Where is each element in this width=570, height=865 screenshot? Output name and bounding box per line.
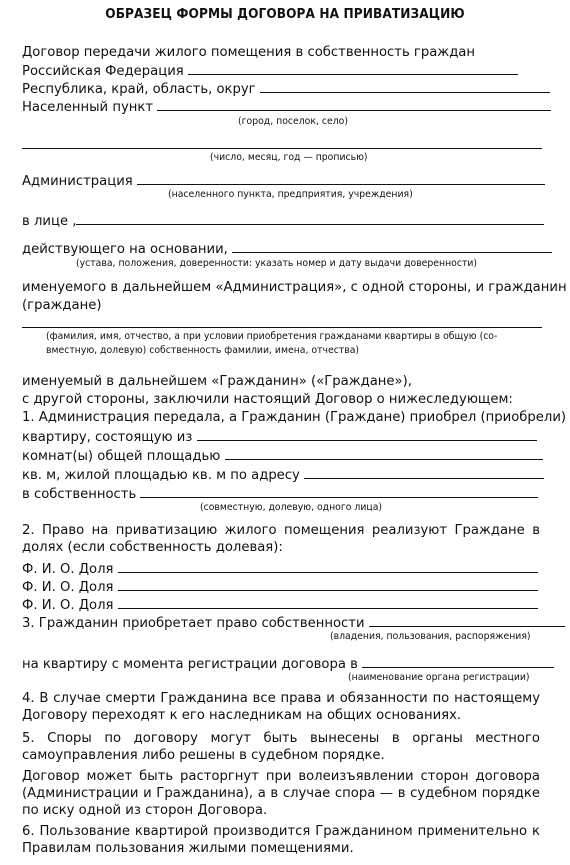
date-caption: (число, месяц, год — прописью) <box>210 152 368 163</box>
basis-field: действующего на основании, <box>22 240 552 258</box>
registration-field: на квартиру с момента регистрации договора в <box>22 655 554 673</box>
locality-blank[interactable] <box>157 98 551 111</box>
address-blank[interactable] <box>304 466 544 479</box>
country-blank[interactable] <box>188 62 518 75</box>
clause-1-text: 1. Администрация передала, а Гражданин (Граждане) приобрел (приобрели) <box>22 410 567 425</box>
rights-blank[interactable] <box>369 614 565 627</box>
document-title: ОБРАЗЕЦ ФОРМЫ ДОГОВОРА НА ПРИВАТИЗАЦИЮ <box>105 6 465 22</box>
locality-caption: (город, поселок, село) <box>238 116 348 127</box>
area-field: комнат(ы) общей площадью <box>22 447 543 465</box>
administration-party-line: именуемого в дальнейшем «Администрация», с одной стороны, и гражданин <box>22 280 567 295</box>
administration-caption: (населенного пункта, предприятия, учреждения) <box>168 189 413 200</box>
address-field: кв. м, жилой площадью кв. м по адресу <box>22 466 544 484</box>
basis-blank[interactable] <box>232 240 552 253</box>
share-row-3: Ф. И. О. Доля <box>22 596 538 614</box>
clause-2-text: 2. Право на приватизацию жилого помещения реализуют Граждане в долях (если собственность долевая): <box>22 523 540 555</box>
share-row-1: Ф. И. О. Доля <box>22 560 538 578</box>
citizens-label: (граждане) <box>22 298 102 313</box>
registration-caption: (наименование органа регистрации) <box>348 672 530 683</box>
ownership-blank[interactable] <box>140 485 538 498</box>
locality-field: Населенный пункт <box>22 98 551 116</box>
date-blank[interactable] <box>22 148 542 149</box>
country-field: Российская Федерация <box>22 62 518 80</box>
citizen-name-caption-2: вместную, долевую) собственность фамилии, имена, отчества) <box>46 345 360 356</box>
region-blank[interactable] <box>260 80 550 93</box>
share-blank-3[interactable] <box>118 596 538 609</box>
administration-blank[interactable] <box>137 172 545 185</box>
rooms-field: квартиру, состоящую из <box>22 428 537 446</box>
share-row-2: Ф. И. О. Доля <box>22 578 538 596</box>
rooms-blank[interactable] <box>197 428 537 441</box>
clause-6-text: 6. Пользование квартирой производится Гражданином применительно к Правилам пользования жилыми помещениями. <box>22 824 540 856</box>
area-blank[interactable] <box>225 447 543 460</box>
represented-by-field: в лице , <box>22 212 544 230</box>
share-blank-2[interactable] <box>118 578 538 591</box>
share-blank-1[interactable] <box>118 560 538 573</box>
clause-5-text: 5. Споры по договору могут быть вынесены в органы местного самоуправления либо решены в судебном порядке. <box>22 731 540 763</box>
region-field: Республика, край, область, округ <box>22 80 550 98</box>
rights-caption: (владения, пользования, распоряжения) <box>330 631 531 642</box>
ownership-caption: (совместную, долевую, одного лица) <box>200 502 383 513</box>
represented-by-blank[interactable] <box>76 212 544 225</box>
clause-4-text: 4. В случае смерти Гражданина все права и обязанности по настоящему Договору переходят к его наследникам на общих основаниях. <box>22 691 540 723</box>
registration-blank[interactable] <box>362 655 554 668</box>
administration-field: Администрация <box>22 172 545 190</box>
agreement-line: с другой стороны, заключили настоящий Договор о нижеследующем: <box>22 392 513 407</box>
termination-text: Договор может быть расторгнут при волеизъявлении сторон договора (Администрации и Гражданина), а в случае спора — в судебном порядке по иску одной из сторон Договора. <box>22 769 540 818</box>
citizen-party-line: именуемый в дальнейшем «Гражданин» («Граждане»), <box>22 374 412 389</box>
ownership-field: в собственность <box>22 485 538 503</box>
citizen-name-caption-1: (фамилия, имя, отчество, а при условии приобретения гражданами квартиры в общую (со- <box>46 331 498 342</box>
contract-heading-line: Договор передачи жилого помещения в собственность граждан <box>22 45 476 60</box>
basis-caption: (устава, положения, доверенности: указать номер и дату выдачи доверенности) <box>76 258 478 269</box>
rights-field: 3. Гражданин приобретает право собственности <box>22 614 565 632</box>
citizen-name-blank[interactable] <box>22 327 542 328</box>
